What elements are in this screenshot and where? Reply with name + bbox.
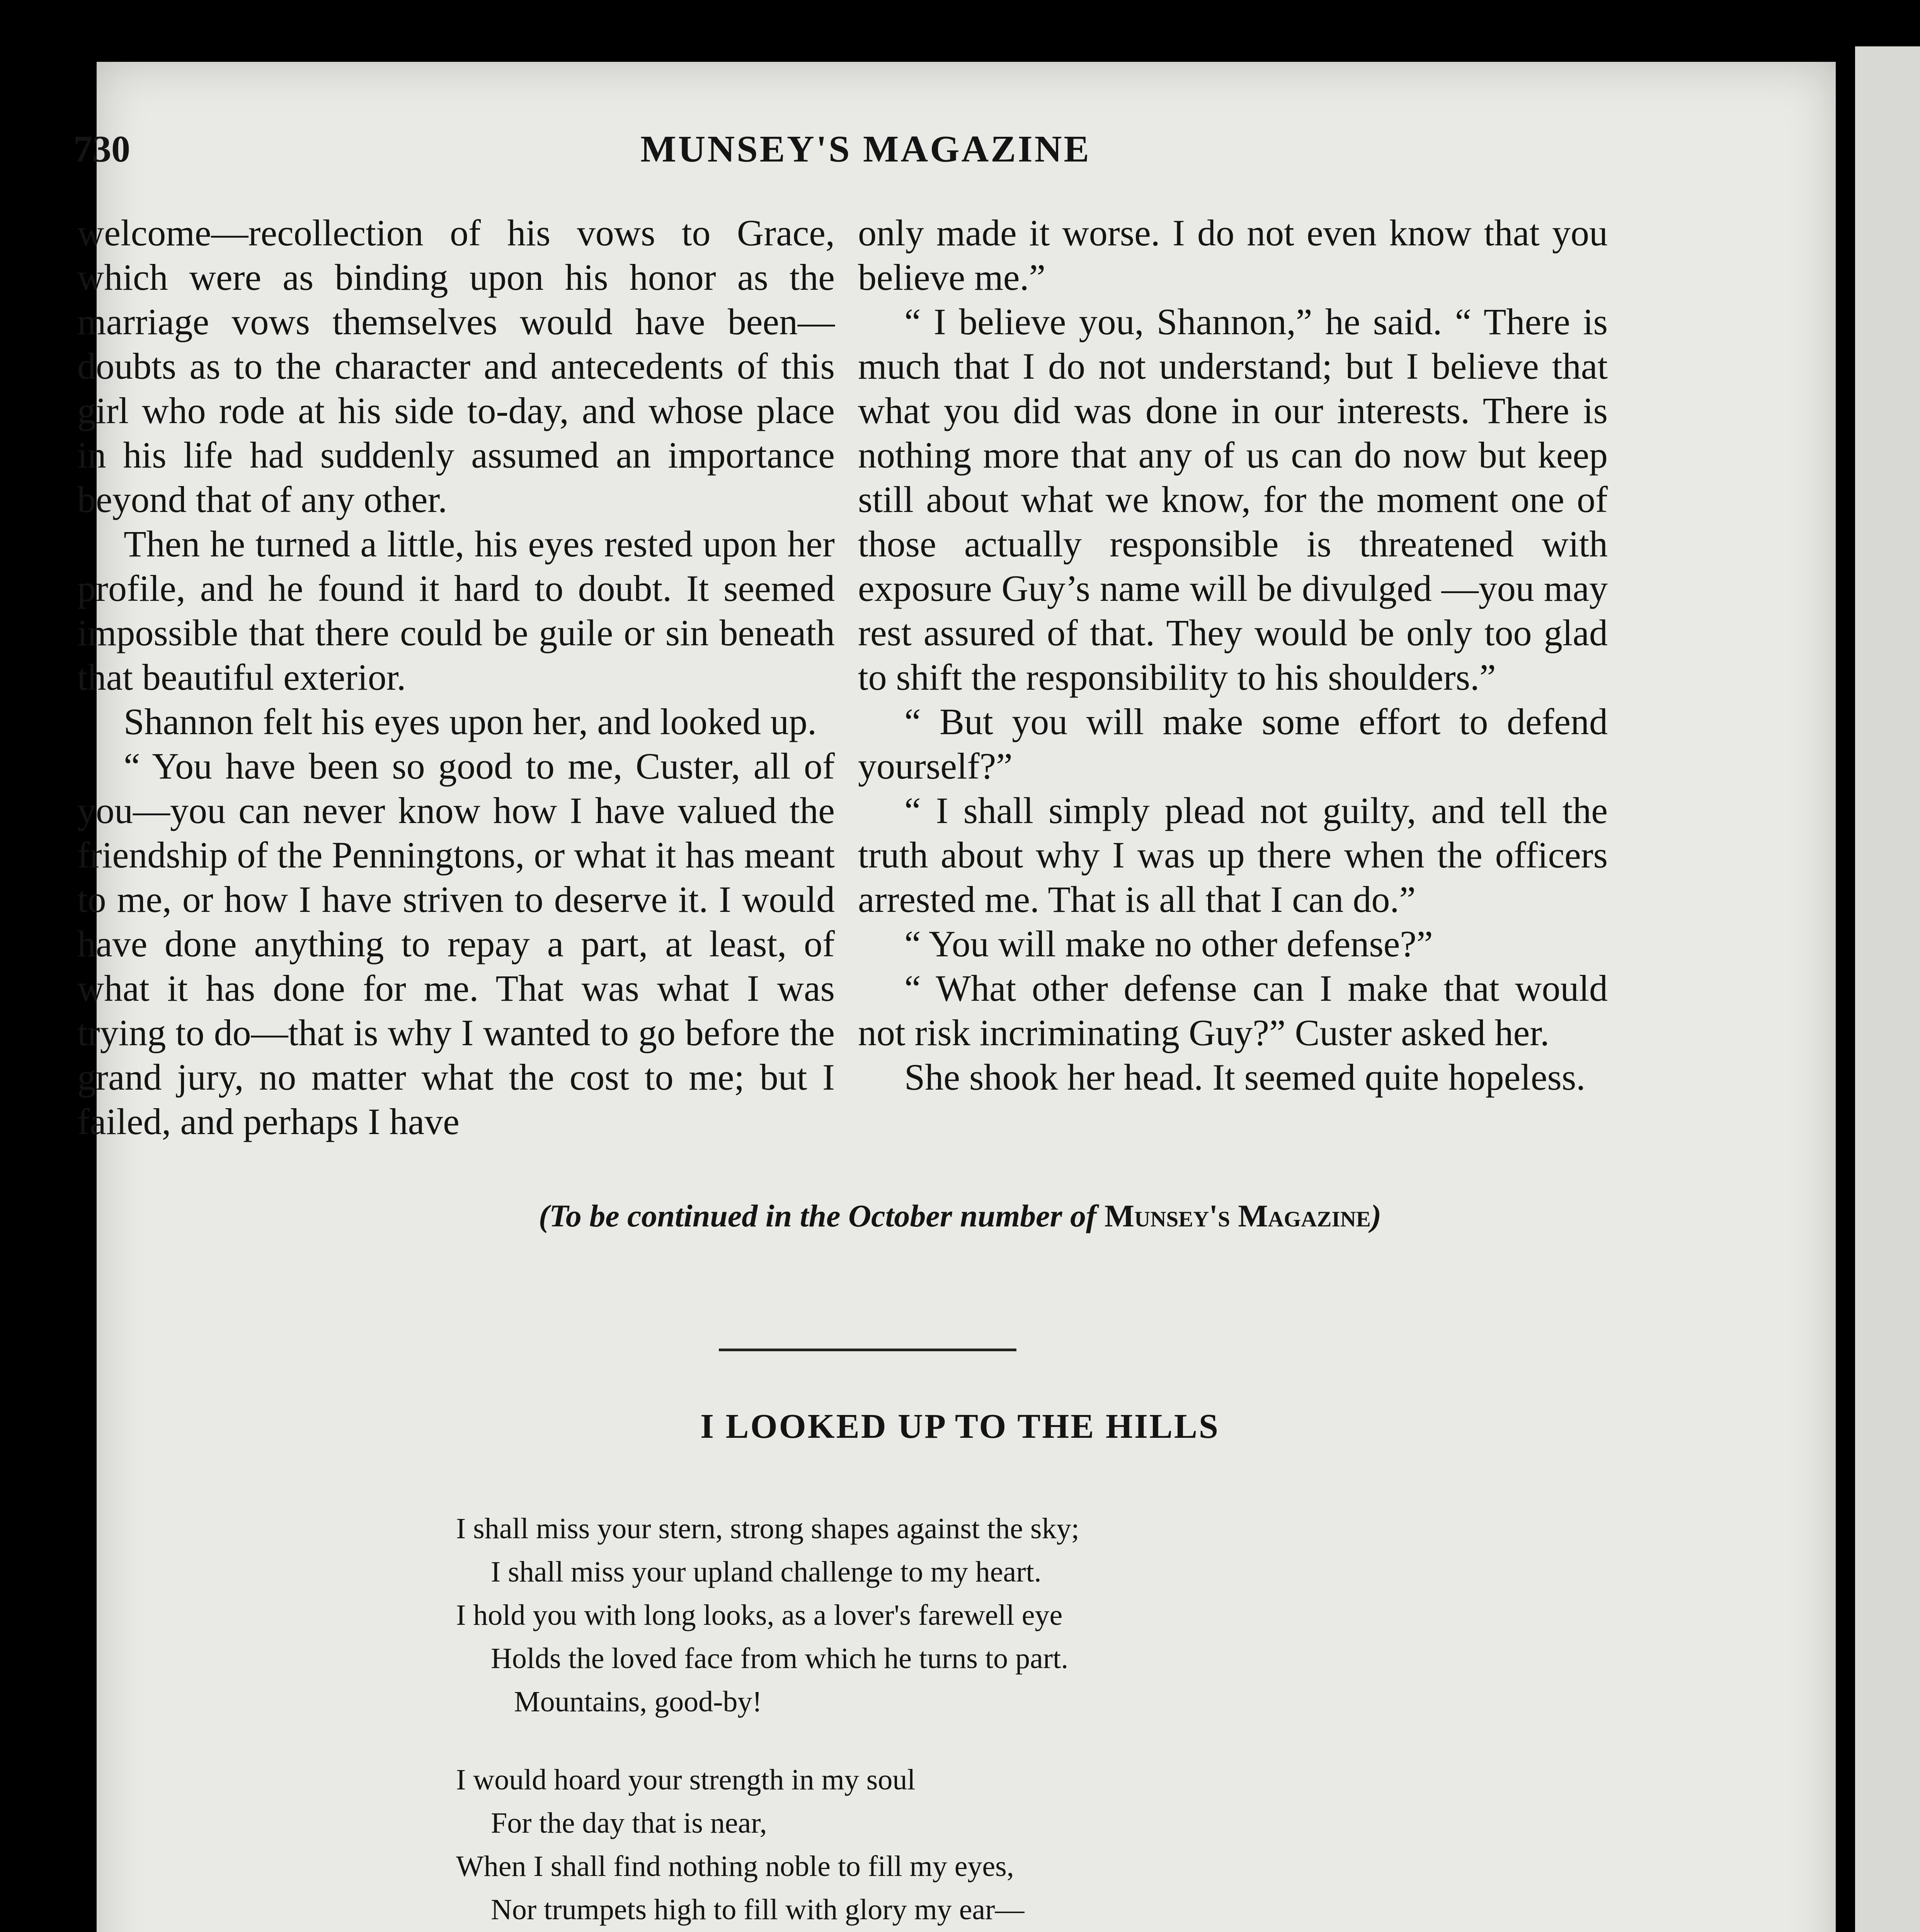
continuation-note bbox=[0, 1198, 1920, 1234]
magazine-name: Munsey's Magazine bbox=[1104, 1198, 1371, 1233]
paragraph: “ What other defense can I make that would not risk incriminating Guy?” Custer asked her. bbox=[858, 968, 1608, 1053]
poem-stanza bbox=[456, 1758, 1500, 1932]
paragraph: She shook her head. It seemed quite hopeless. bbox=[904, 1056, 1586, 1098]
continuation-suffix: ) bbox=[1370, 1198, 1382, 1233]
poem-line: Nor trumpets high to fill with glory my ear— bbox=[491, 1893, 1025, 1926]
paragraph: welcome—recollection of his vows to Grace, which were as binding upon his honor as the marriage vows themselves would have been—doubts as to the character and antecedents of this girl who rode at his side to-day, and whose place in his life had suddenly assumed an importance beyond that of any other. bbox=[77, 212, 835, 520]
poem-line: I shall miss your stern, strong shapes against the sky; bbox=[456, 1512, 1079, 1545]
paragraph: “ I believe you, Shannon,” he said. “ There is much that I do not understand; but I believe that what you did was done in our interests. There is nothing more that any of us can do now but keep still about what we know, for the moment one of those actually responsible is threatened with exposure Guy’s name will be divulged —you may rest assured of that. They would be only too glad to shift the responsibility to his shoulders.” bbox=[858, 301, 1608, 698]
continuation-prefix: (To be continued in the October number of bbox=[538, 1198, 1105, 1233]
paragraph: Then he turned a little, his eyes rested upon her profile, and he found it hard to doubt. It seemed impossible that there could be guile or sin beneath that beautiful exterior. bbox=[77, 523, 835, 698]
section-divider bbox=[719, 1349, 1016, 1351]
paragraph: only made it worse. I do not even know that you believe me.” bbox=[858, 212, 1608, 298]
poem-title: I LOOKED UP TO THE HILLS bbox=[700, 1407, 1220, 1446]
poem-line: For the day that is near, bbox=[491, 1807, 767, 1839]
left-column bbox=[77, 211, 835, 1144]
poem-line: Mountains, good-by! bbox=[514, 1685, 762, 1718]
right-column bbox=[858, 211, 1608, 1099]
poem-line: When I shall find nothing noble to fill my eyes, bbox=[456, 1850, 1014, 1883]
paragraph: “ You will make no other defense?” bbox=[904, 923, 1433, 964]
paragraph: Shannon felt his eyes upon her, and looked up. bbox=[124, 701, 817, 742]
poem-line: I shall miss your upland challenge to my heart. bbox=[491, 1556, 1042, 1588]
running-title: MUNSEY'S MAGAZINE bbox=[640, 128, 1091, 170]
paragraph: “ I shall simply plead not guilty, and tell the truth about why I was up there when the officers arrested me. That is all that I can do.” bbox=[858, 790, 1608, 920]
poem-line: I would hoard your strength in my soul bbox=[456, 1764, 916, 1796]
page-number: 730 bbox=[73, 128, 130, 170]
paragraph: “ But you will make some effort to defend yourself?” bbox=[858, 701, 1608, 787]
facing-page-edge bbox=[1855, 46, 1920, 1932]
paragraph: “ You have been so good to me, Custer, all of you—you can never know how I have valued the friendship of the Penningtons, or what it has meant to me, or how I have striven to deserve it. I would have done anything to repay a part, at least, of what it has done for me. That was what I was trying to do—that is why I wanted to go before the grand jury, no matter what the cost to me; but I failed, and perhaps I have bbox=[77, 745, 835, 1142]
page-header bbox=[73, 128, 1658, 185]
poem-body bbox=[456, 1507, 1500, 1932]
poem-stanza bbox=[456, 1507, 1500, 1723]
poem-line: Holds the loved face from which he turns to part. bbox=[491, 1642, 1069, 1675]
poem-line: I hold you with long looks, as a lover's farewell eye bbox=[456, 1599, 1063, 1631]
